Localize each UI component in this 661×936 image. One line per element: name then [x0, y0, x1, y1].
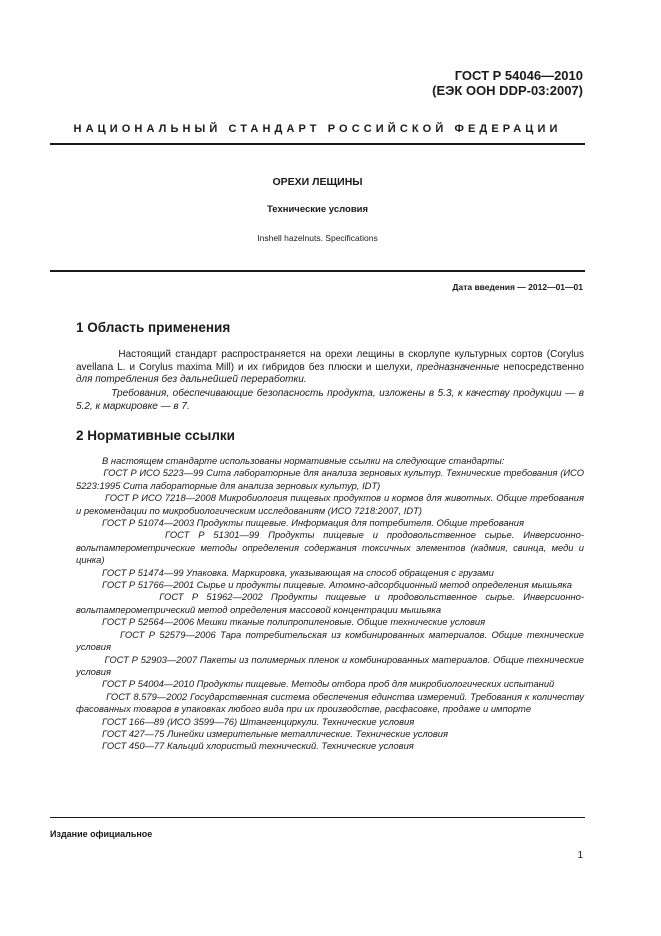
reference-item: ГОСТ Р 52564—2006 Мешки тканые полипропиленовые. Общие технические условия — [102, 616, 486, 628]
header-rule — [50, 143, 585, 145]
document-english-title: Inshell hazelnuts. Specifications — [257, 233, 378, 243]
reference-item: ГОСТ 427—75 Линейки измерительные металлические. Технические условия — [102, 727, 449, 739]
standard-code: ГОСТ Р 54046—2010 — [454, 68, 583, 83]
reference-item: ГОСТ Р ИСО 5223—99 Сита лабораторные для анализа зерновых культур. Технические требования (ИСО 5223:1995 Сита лабораторные для анализа зерновых культур, IDT) — [76, 467, 585, 491]
section-2-heading: 2 Нормативные ссылки — [76, 428, 235, 443]
title-rule — [50, 270, 585, 272]
introduction-date: Дата введения — 2012—01—01 — [452, 282, 583, 292]
reference-item: ГОСТ Р 51074—2003 Продукты пищевые. Информация для потребителя. Общие требования — [102, 517, 525, 529]
document-subtitle: Технические условия — [266, 204, 369, 215]
section-1-heading: 1 Область применения — [76, 320, 231, 335]
footer-rule — [50, 817, 585, 818]
reference-item: ГОСТ Р 51962—2002 Продукты пищевые и продовольственное сырье. Инверсионно-вольтамперометрический метод определения массовой концентрации мышьяка — [76, 591, 584, 615]
document-title: ОРЕХИ ЛЕЩИНЫ — [272, 176, 363, 188]
reference-item: ГОСТ 8.579—2002 Государственная система обеспечения единства измерений. Требования к количеству фасованных товаров в упаковках любого вида при их производстве, расфасовке, продаже и импорте — [76, 690, 585, 715]
section-1-paragraph-2: Требования, обеспечивающие безопасность продукта, изложены в 5.3, к качеству продукции — в 5.2, к маркировке — в 7. — [76, 388, 584, 412]
section-1-paragraph-1: Настоящий стандарт распространяется на орехи лещины в скорлупе культурных сортов (Corylus avellana L. и Corylus maxima Mill) и их гибридов без плюски и шелухи, предназначенные непосредственно для потребления без дальнейшей переработки. — [76, 349, 584, 385]
standard-code-ece: (ЕЭК ООН DDP-03:2007) — [432, 83, 583, 98]
reference-item: ГОСТ Р ИСО 7218—2008 Микробиология пищевых продуктов и кормов для животных. Общие требования и рекомендации по микробиологическим исследованиям (ИСО 7218:2007, IDT) — [76, 492, 584, 516]
normative-references-list — [76, 455, 584, 753]
reference-item: ГОСТ Р 51301—99 Продукты пищевые и продовольственное сырье. Инверсионно-вольтамперометрические методы определения содержания токсичных элементов (кадмия, свинца, меди и цинка) — [76, 529, 585, 566]
official-edition-label: Издание официальное — [50, 829, 153, 839]
references-intro: В настоящем стандарте использованы нормативные ссылки на следующие стандарты: — [102, 455, 505, 466]
reference-item: ГОСТ Р 51766—2001 Сырье и продукты пищевые. Атомно-адсорбционный метод определения мышьяка — [102, 579, 572, 591]
reference-item: ГОСТ Р 54004—2010 Продукты пищевые. Методы отбора проб для микробиологических испытаний — [102, 678, 555, 690]
reference-item: ГОСТ Р 51474—99 Упаковка. Маркировка, указывающая на способ обращения с грузами — [102, 566, 494, 578]
reference-item: ГОСТ Р 52579—2006 Тара потребительская из комбинированных материалов. Общие технические условия — [76, 628, 584, 653]
reference-item: ГОСТ 450—77 Кальций хлористый технический. Технические условия — [102, 740, 414, 752]
page-number: 1 — [577, 850, 583, 861]
national-standard-banner: НАЦИОНАЛЬНЫЙ СТАНДАРТ РОССИЙСКОЙ ФЕДЕРАЦИИ — [73, 123, 562, 135]
reference-item: ГОСТ 166—89 (ИСО 3599—76) Штангенциркули. Технические условия — [102, 715, 415, 727]
reference-item: ГОСТ Р 52903—2007 Пакеты из полимерных пленок и комбинированных материалов. Общие технические условия — [76, 653, 584, 677]
